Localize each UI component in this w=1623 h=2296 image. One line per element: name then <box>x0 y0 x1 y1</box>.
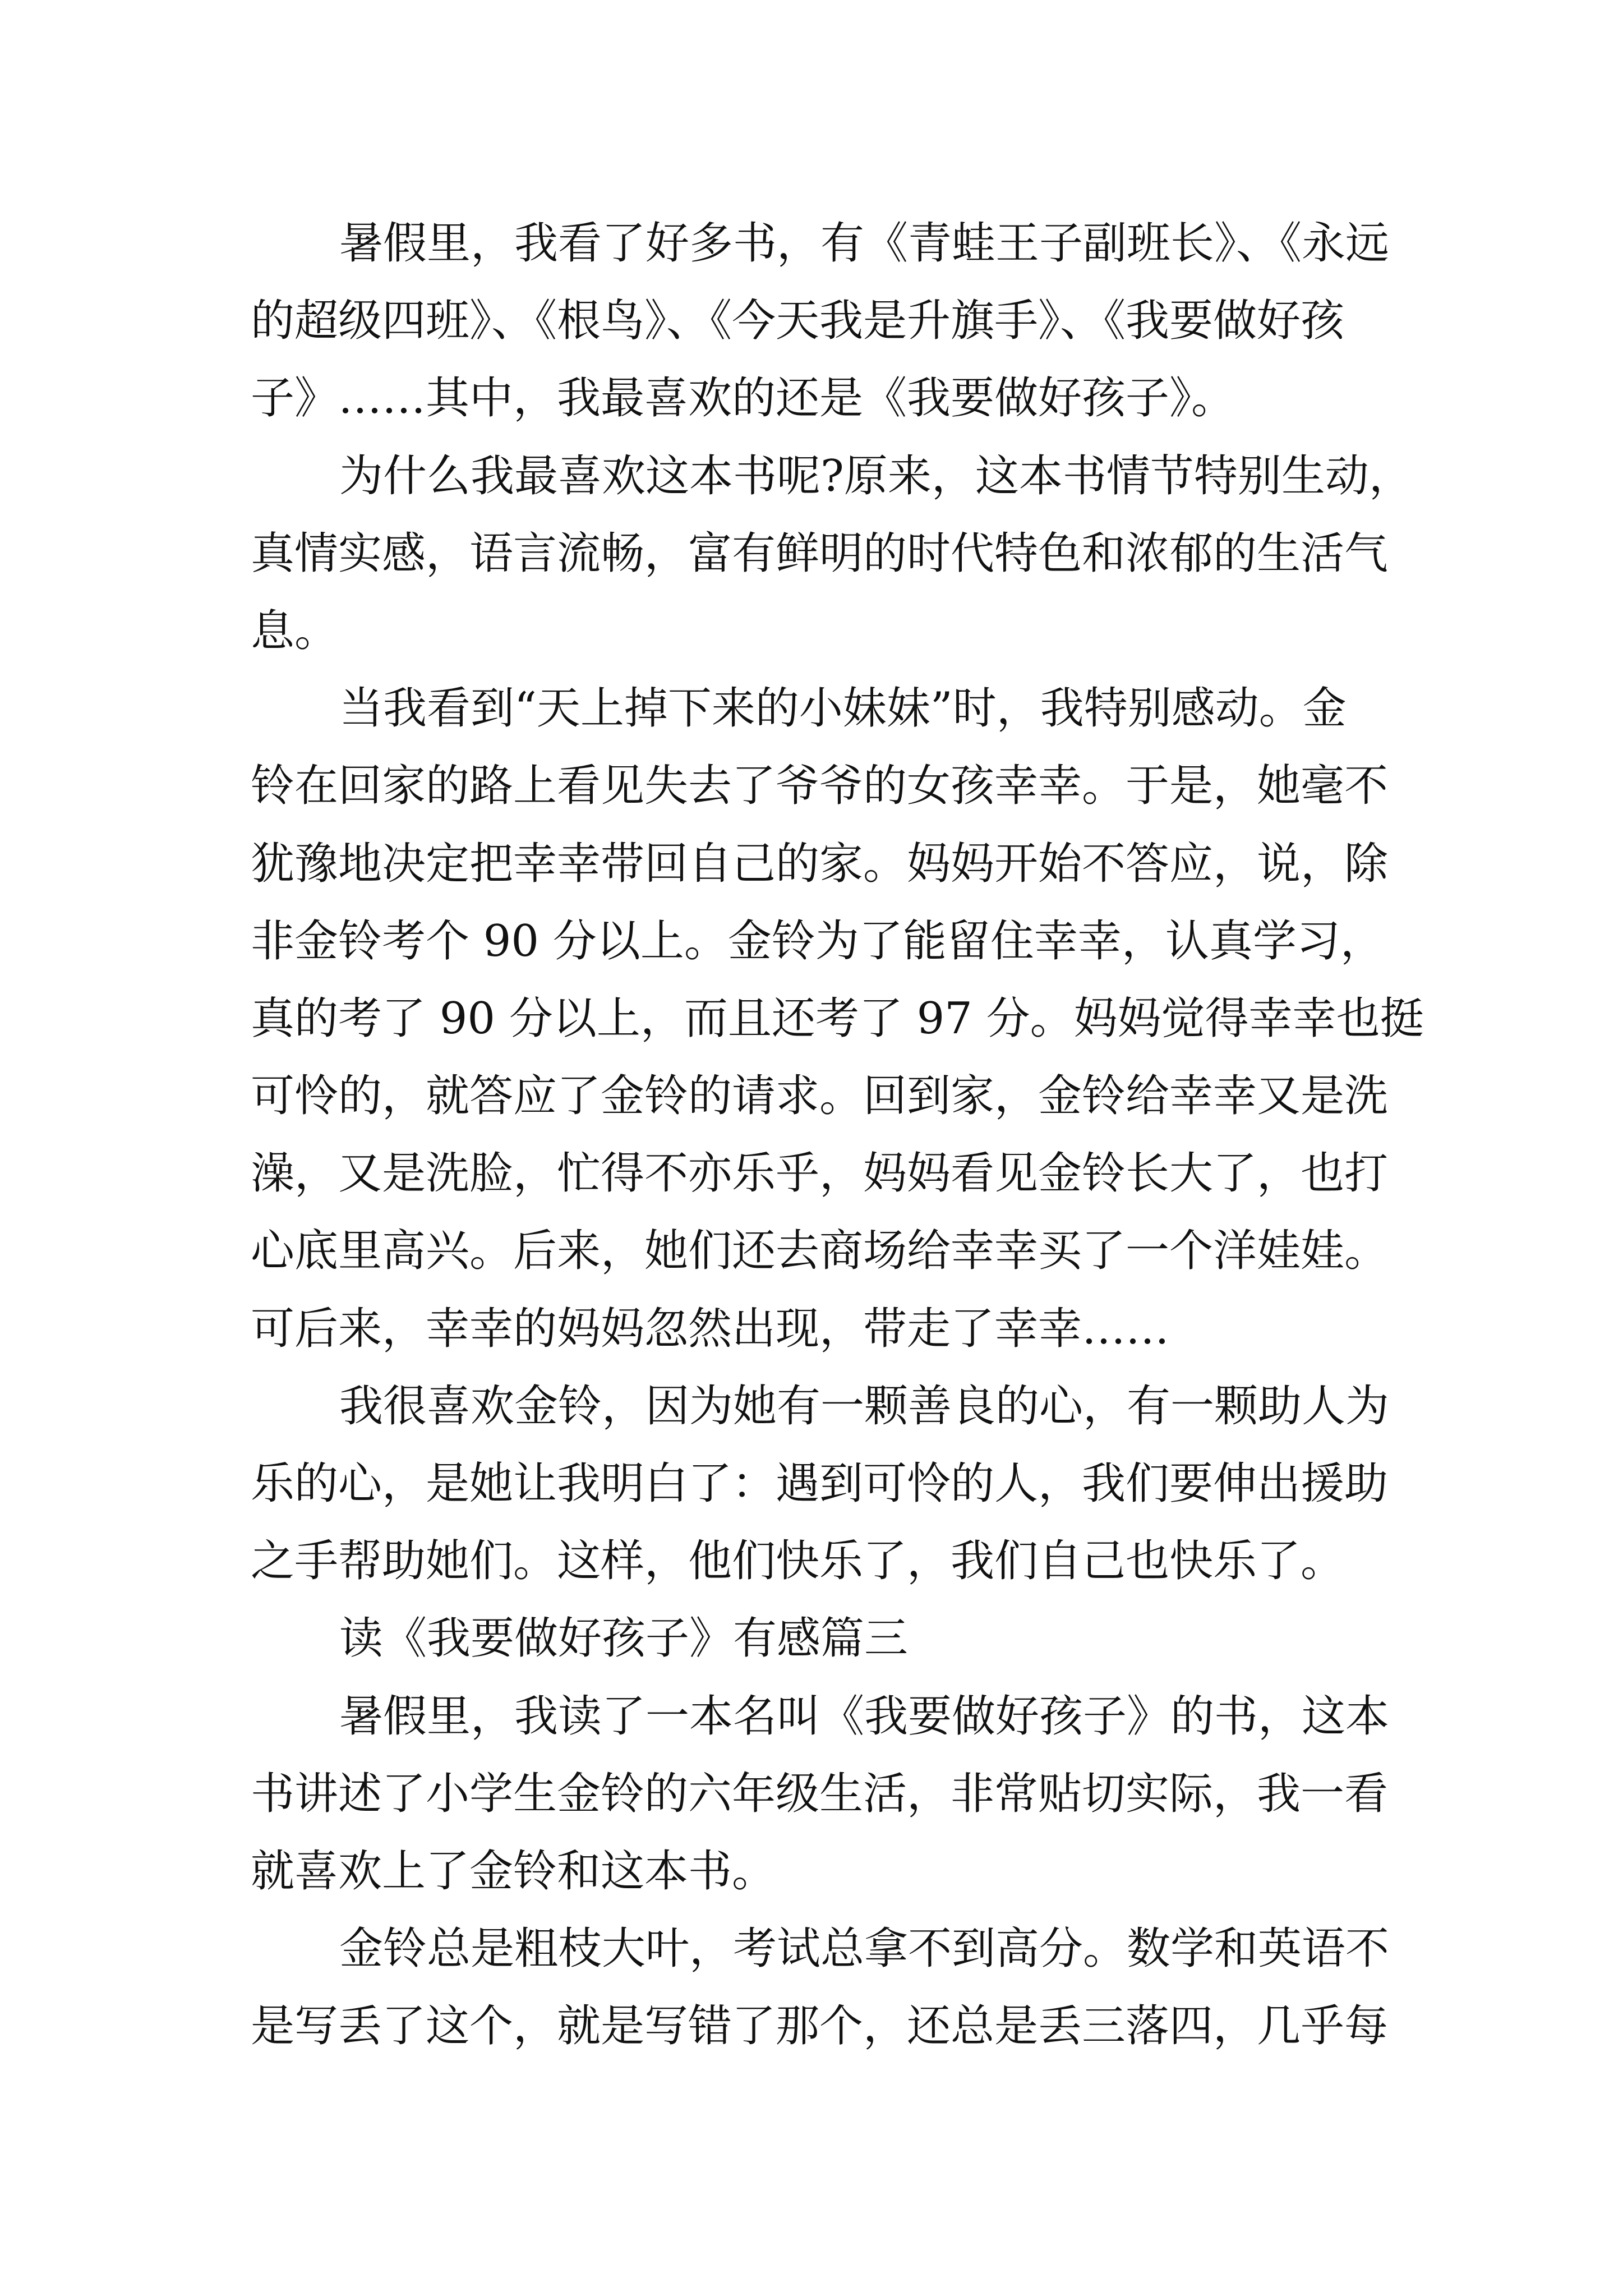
document-body <box>251 205 1456 2065</box>
section-heading-text: 读《我要做好孩子》有感篇三 <box>339 1613 909 1664</box>
paragraph-line: 暑假里，我看了好多书，有《青蛙王子副班长》、《永远 <box>339 218 1390 269</box>
paragraph-2 <box>251 438 1456 670</box>
paragraph-line: 澡，又是洗脸，忙得不亦乐乎，妈妈看见金铃长大了，也打 <box>251 1148 1389 1199</box>
paragraph-line: 心底里高兴。后来，她们还去商场给幸幸买了一个洋娃娃。 <box>251 1226 1389 1277</box>
paragraph-5 <box>251 1678 1456 1911</box>
section-heading <box>251 1600 1456 1677</box>
paragraph-3 <box>251 670 1456 1368</box>
paragraph-line: 的超级四班》、《根鸟》、《今天我是升旗手》、《我要做好孩 <box>251 296 1345 347</box>
paragraph-line: 书讲述了小学生金铃的六年级生活，非常贴切实际，我一看 <box>251 1768 1389 1819</box>
paragraph-line: 是写丢了这个，就是写错了那个，还总是丢三落四，几乎每 <box>251 2001 1389 2052</box>
paragraph-line: 真的考了 90 分以上，而且还考了 97 分。妈妈觉得幸幸也挺 <box>251 993 1424 1044</box>
paragraph-line: 犹豫地决定把幸幸带回自己的家。妈妈开始不答应，说，除 <box>251 838 1389 889</box>
paragraph-line: 非金铃考个 90 分以上。金铃为了能留住幸幸，认真学习， <box>251 915 1384 967</box>
paragraph-line: 为什么我最喜欢这本书呢?原来，这本书情节特别生动， <box>339 450 1413 501</box>
paragraph-line: 我很喜欢金铃，因为她有一颗善良的心，有一颗助人为 <box>339 1381 1390 1432</box>
paragraph-line: 当我看到“天上掉下来的小妹妹”时，我特别感动。金 <box>339 683 1347 734</box>
paragraph-line: 乐的心，是她让我明白了：遇到可怜的人，我们要伸出援助 <box>251 1458 1389 1509</box>
paragraph-line: 暑假里，我读了一本名叫《我要做好孩子》的书，这本 <box>339 1691 1390 1742</box>
paragraph-6 <box>251 1910 1456 2065</box>
paragraph-4 <box>251 1368 1456 1600</box>
paragraph-line: 可后来，幸幸的妈妈忽然出现，带走了幸幸…… <box>251 1303 1170 1354</box>
paragraph-line: 可怜的，就答应了金铃的请求。回到家，金铃给幸幸又是洗 <box>251 1071 1389 1122</box>
paragraph-line: 之手帮助她们。这样，他们快乐了，我们自己也快乐了。 <box>251 1536 1345 1587</box>
paragraph-line: 息。 <box>251 605 339 656</box>
paragraph-line: 真情实感，语言流畅，富有鲜明的时代特色和浓郁的生活气 <box>251 528 1389 579</box>
paragraph-line: 金铃总是粗枝大叶，考试总拿不到高分。数学和英语不 <box>339 1924 1390 1975</box>
paragraph-line: 就喜欢上了金铃和这本书。 <box>251 1846 776 1897</box>
paragraph-1 <box>251 205 1456 438</box>
paragraph-line: 子》……其中，我最喜欢的还是《我要做好孩子》。 <box>251 373 1235 424</box>
paragraph-line: 铃在回家的路上看见失去了爷爷的女孩幸幸。于是，她毫不 <box>251 761 1389 812</box>
